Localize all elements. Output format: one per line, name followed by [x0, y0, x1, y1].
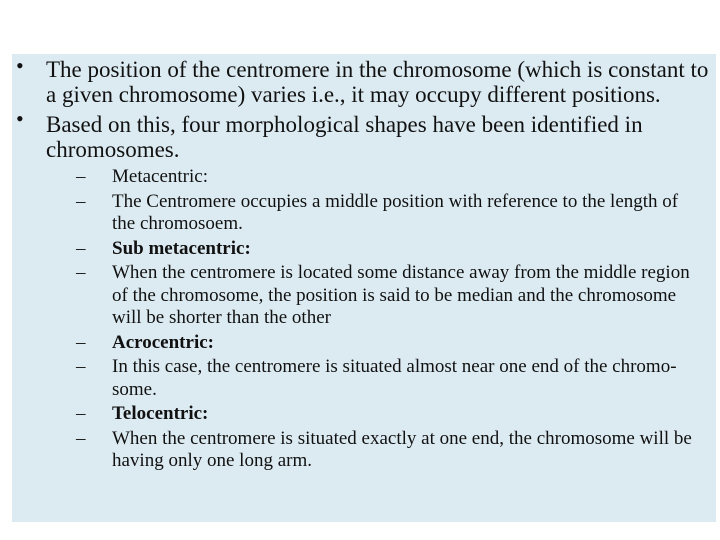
- bullet-text: Based on this, four morphological shapes have been identified in chromosomes.: [46, 112, 643, 162]
- sub-item-text: Acrocentric:: [112, 331, 214, 353]
- sub-item-telocentric-description: [46, 428, 716, 473]
- sub-item-text: Telocentric:: [112, 403, 209, 424]
- sub-item-acrocentric-description: [46, 356, 716, 401]
- dash-marker: –: [76, 237, 86, 259]
- sub-item-acrocentric-heading: [46, 332, 716, 355]
- slide-content-panel: [12, 54, 716, 522]
- dash-marker: –: [76, 427, 86, 449]
- sub-item-text: Sub metacentric:: [112, 237, 251, 259]
- sub-item-metacentric-heading: [46, 166, 716, 189]
- dash-marker: –: [76, 166, 86, 187]
- bullet-text: The position of the centromere in the chromosome (which is constant to a given chromosome) varies i.e., it may occupy different positions.: [46, 57, 709, 107]
- sub-item-text: When the centromere is situated exactly at one end, the chromosome will be having only one long arm.: [112, 427, 692, 471]
- bullet-marker: •: [16, 106, 24, 131]
- sub-bullet-list: [46, 166, 716, 473]
- sub-item-telocentric-heading: [46, 403, 716, 426]
- dash-marker: –: [76, 190, 86, 212]
- sub-item-text: Metacentric:: [112, 166, 209, 187]
- sub-item-metacentric-description: [46, 191, 716, 236]
- dash-marker: –: [76, 331, 86, 353]
- dash-marker: –: [76, 262, 86, 283]
- bullet-list: [12, 54, 716, 473]
- dash-marker: –: [76, 403, 86, 424]
- sub-item-submetacentric-heading: [46, 238, 716, 261]
- dash-marker: –: [76, 356, 86, 377]
- sub-item-submetacentric-description: [46, 262, 716, 330]
- bullet-item-centromere-position: [12, 54, 716, 107]
- bullet-marker: •: [16, 53, 24, 78]
- sub-item-text: When the centromere is located some distance away from the middle region of the chromosome, the position is said to be median and the chromosome will be shorter than the other: [112, 262, 690, 328]
- sub-item-text: In this case, the centromere is situated almost near one end of the chromo-some.: [112, 356, 677, 400]
- sub-item-text: The Centromere occupies a middle position with reference to the length of the chromosoem.: [112, 190, 679, 234]
- bullet-item-morphological-shapes: [12, 107, 716, 473]
